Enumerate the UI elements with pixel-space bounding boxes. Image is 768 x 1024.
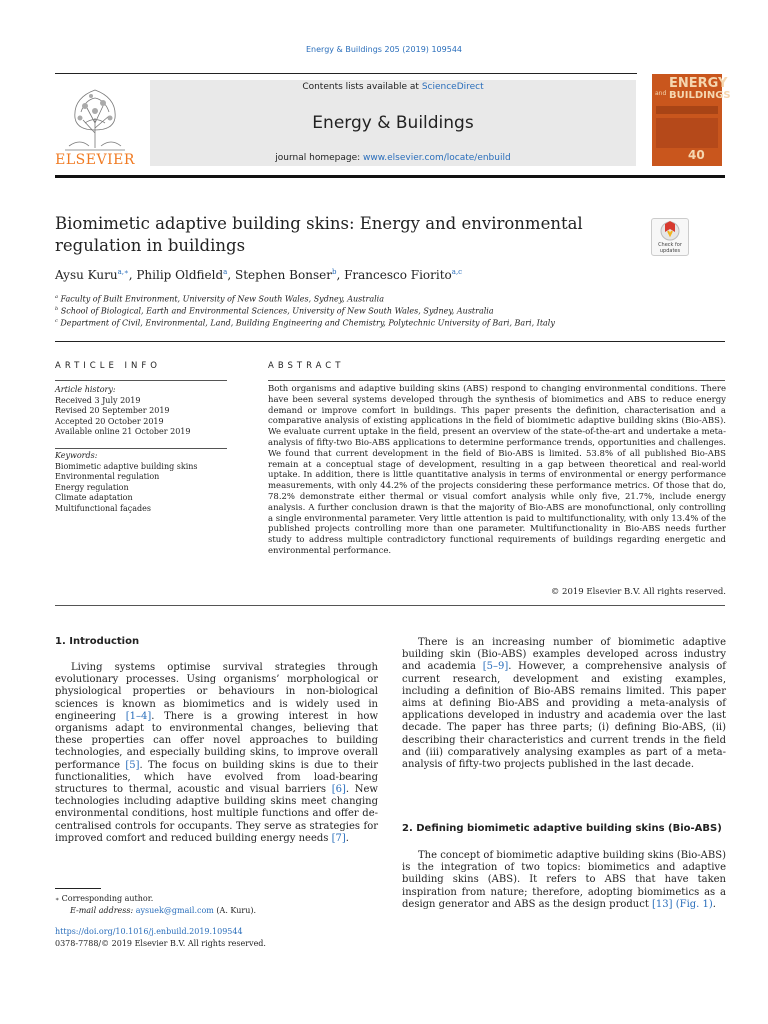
homepage-line (150, 153, 636, 163)
author[interactable]: Stephen Bonser$^b$ (234, 268, 337, 282)
citation-link[interactable]: [5–9] (482, 661, 509, 673)
doi-link[interactable]: https://doi.org/10.1016/j.enbuild.2019.109544 (55, 927, 243, 936)
text-run: . New technologies including adaptive building skins meet changing environmental conditions, host multiple functions and offer de-centralised controls for occupants. They serve as strategies for improved comfort and reduced building energy needs (55, 784, 378, 844)
citation-link[interactable]: [1–4] (125, 710, 152, 722)
sciencedirect-link[interactable]: ScienceDirect (421, 82, 484, 92)
issn-line: 0378-7788/© 2019 Elsevier B.V. All rights reserved. (55, 939, 266, 948)
abstract-body: Both organisms and adaptive building skins (ABS) respond to changing environmental conditions. There have been several systems developed through the synthesis of biomimetics and ABS to reduce energy demand or improve comfort in buildings. This paper presents the definition, characterisation and a comparative analysis of existing applications in the field of biomimetic adaptive building skins (Bio-ABS). We evaluate current uptake in the field, present an overview of the state-of-the-art and undertake a meta-analysis of fifty-two Bio-ABS applications to determine performance trends, opportunities and challenges. We found that current development in the field of Bio-ABS is limited. 53.8% of all published Bio-ABS remain at a conceptual stage of development, resulting in a gap between theoretical and real-world uptake. In addition, there is little quantitative analysis in terms of environmental or energy performance measurements, with only 44.2% of the projects considering these performance metrics. Of those that do, 78.2% demonstrate either thermal or visual comfort analysis while only five, 21.7%, include energy analysis. A further conclusion drawn is that the majority of Bio-ABS are monofunctional, only controlling a single environmental parameter. Very little attention is paid to multifunctionality, with only 13.4% of the published projects controlling more than one parameter. Multifunctionality in Bio-ABS needs further study to address multiple contradictory functional requirements of buildings regarding energetic and environmental performance. (268, 384, 726, 556)
homepage-link[interactable]: www.elsevier.com/locate/enbuild (363, 153, 511, 163)
cover-title-1: ENERGY (669, 76, 728, 91)
citation-link[interactable]: [5] (125, 759, 140, 771)
history-item: Received 3 July 2019 (55, 395, 141, 405)
history-label: Article history: (55, 385, 116, 394)
keyword: Environmental regulation (55, 472, 160, 482)
history-item: Available online 21 October 2019 (55, 427, 191, 437)
email-link[interactable]: aysuek@gmail.com (135, 906, 214, 915)
journal-cover[interactable] (652, 74, 731, 166)
header-rule (55, 175, 725, 178)
citation-link[interactable]: [6] (331, 784, 346, 796)
corresponding-author-note: ∗ Corresponding author. (55, 894, 154, 903)
article-info-caption: ARTICLE INFO (55, 361, 161, 371)
section-1-para-1 (55, 662, 378, 845)
elsevier-wordmark: ELSEVIER (55, 152, 135, 168)
abstract-caption: ABSTRACT (268, 361, 345, 371)
paragraph (55, 662, 378, 845)
email-note: E-mail address: aysuek@gmail.com (A. Kuru). (70, 906, 257, 915)
abstract-copyright: © 2019 Elsevier B.V. All rights reserved. (550, 587, 726, 597)
author[interactable]: Francesco Fiorito$^{a,c}$ (344, 268, 463, 282)
affiliation: $^a$ Faculty of Built Environment, University of New South Wales, Sydney, Australia (55, 294, 384, 304)
text-run: Living systems optimise survival strategies through evolutionary processes. Using organisms’ morphological or physiological properties or behaviours in non-biological sciences is known as biomimetics and is widely used in engineering (55, 662, 378, 722)
text-run: . The focus on building skins is due to their functionalities, which have evolved from load-bearing structures to thermal, acoustic and visual barriers (55, 759, 379, 796)
check-updates-icon (652, 219, 688, 243)
paragraph (402, 850, 726, 911)
article-info-divider (55, 448, 227, 449)
cover-title-2: BUILDINGS (669, 90, 731, 101)
cover-image (656, 118, 718, 148)
section-1-para-2 (402, 637, 726, 771)
text-run: There is an increasing number of biomimetic adaptive building skin (Bio-ABS) examples developed across industry and academia (402, 637, 726, 673)
citation-link[interactable]: [7] (331, 832, 346, 844)
author-list: Aysu Kuru$^{a,∗}$, Philip Oldfield$^a$, Stephen Bonser$^b$, Francesco Fiorito$^{a,c}$ (55, 268, 463, 282)
contents-prefix: Contents lists available at (302, 82, 422, 92)
cover-strip (656, 106, 718, 114)
affiliation: $^c$ Department of Civil, Environmental, Land, Building Engineering and Chemistry, Polytechnic University of Bari, Bari, Italy (55, 318, 555, 328)
text-run: . (345, 832, 349, 844)
contents-line (150, 82, 636, 92)
cover-badge: 40 (688, 148, 705, 162)
keyword: Biomimetic adaptive building skins (55, 461, 198, 471)
top-rule (55, 73, 637, 74)
footnote-rule (55, 888, 101, 889)
history-item: Revised 20 September 2019 (55, 406, 170, 416)
text-run: The concept of biomimetic adaptive building skins (Bio-ABS) is the integration of two topics: biomimetics and adaptive building skins (ABS). It refers to ABS that have taken inspiration from nature; therefore, adopting biomimetics as a design generator and ABS as the design product (402, 850, 726, 910)
keyword: Energy regulation (55, 482, 129, 492)
article-title: Biomimetic adaptive building skins: Energy and environmental regulation in buildings (55, 214, 583, 255)
section-2-heading: 2. Defining biomimetic adaptive building skins (Bio-ABS) (402, 823, 722, 834)
history-item: Accepted 20 October 2019 (55, 416, 164, 426)
article-history (55, 385, 227, 438)
section-1-heading: 1. Introduction (55, 636, 140, 647)
check-updates-label: Check for updates (658, 242, 682, 254)
article-info-rule (55, 380, 227, 381)
text-run: . There is a growing interest in how organisms adapt to environmental changes, believing that these properties can offer novel approaches to building technologies, and especially building skins, to improve overall performance (55, 710, 379, 771)
text-run: . (712, 898, 716, 910)
cover-and: and (655, 90, 667, 97)
journal-name: Energy & Buildings (312, 113, 474, 133)
check-for-updates-button[interactable] (651, 218, 689, 256)
keyword: Multifunctional façades (55, 503, 151, 513)
citation-link[interactable]: (Fig. 1) (675, 898, 713, 910)
front-matter-rule (55, 341, 725, 342)
affiliation: $^b$ School of Biological, Earth and Environmental Sciences, University of New South Wales, Sydney, Australia (55, 306, 494, 316)
keywords-label: Keywords: (55, 451, 98, 460)
abstract-rule (268, 380, 725, 381)
abstract-bottom-rule (55, 605, 725, 606)
paragraph (402, 637, 726, 771)
keyword: Climate adaptation (55, 493, 133, 503)
section-2-para-1 (402, 850, 726, 911)
homepage-prefix: journal homepage: (275, 153, 364, 163)
journal-reference[interactable]: Energy & Buildings 205 (2019) 109544 (306, 45, 462, 54)
citation-link[interactable]: [13] (652, 898, 673, 910)
text-run: . However, a comprehensive analysis of current research, development and existing examples, including a definition of Bio-ABS remains limited. This paper aims at defining Bio-ABS and providing a meta-analysis of applications developed in industry and academia over the last decade. The paper has three parts; (i) defining Bio-ABS, (ii) describing their characteristics and current trends in the field and (iii) comparatively analysing examples as part of a meta-analysis of fifty-two projects published in the last decade. (402, 661, 726, 771)
author[interactable]: Philip Oldfield$^a$ (136, 268, 228, 282)
keywords (55, 451, 227, 515)
author[interactable]: Aysu Kuru$^{a,∗}$ (55, 268, 129, 282)
